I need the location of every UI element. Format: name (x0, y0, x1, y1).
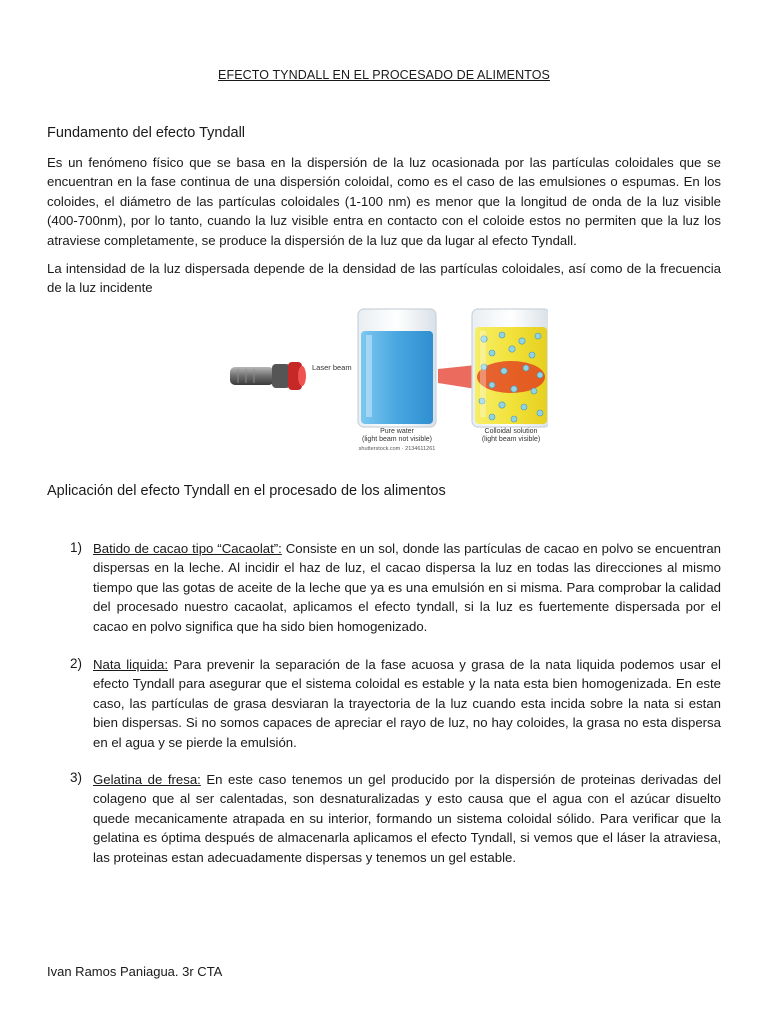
item-label: Batido de cacao tipo “Cacaolat”: (93, 541, 282, 556)
stock-watermark: shutterstock.com · 2134611261 (358, 446, 436, 452)
list-item-cacaolat (93, 539, 721, 636)
water-beaker (358, 309, 436, 427)
section-heading-aplicacion: Aplicación del efecto Tyndall en el procesado de los alimentos (47, 483, 446, 499)
colloid-beaker (472, 309, 548, 427)
list-number: 2) (70, 656, 83, 671)
item-text: Para prevenir la separación de la fase acuosa y grasa de la nata liquida podemos usar el efecto Tyndall para asegurar que el sistema coloidal es estable y la nata esta bien homogenizada. En este caso, las partículas de grasa desviaran la trayectoria de la luz cuando esta incida sobre la nata si estan bien dispersas. Si no somos capaces de apreciar el rayo de luz, no hay coloides, la grasa no esta dispersa en el agua y se pierde la emulsión. (93, 657, 721, 750)
document-title: EFECTO TYNDALL EN EL PROCESADO DE ALIMENTOS (218, 68, 550, 82)
list-item-nata (93, 655, 721, 752)
list-number: 3) (70, 770, 83, 785)
paragraph-fundamento-2: La intensidad de la luz dispersada depende de la densidad de las partículas coloidales, así como de la frecuencia de la luz incidente (47, 261, 721, 296)
colloid-caption-line1: Colloidal solution (484, 428, 538, 435)
item-text: Consiste en un sol, donde las partículas de cacao en polvo se encuentran dispersas en la leche. Al incidir el haz de luz, el cacao dispersa la luz en todas las direcciones al mismo tiempo que las gotas de aceite de la leche que ya es una emulsión en si misma. Para comprobar la calidad del procesado nuestro cacaolat, aplicamos el efecto tyndall, si la luz es fuertemente dispersada por el cacao en polvo significa que ha sido bien homogenizado. (93, 541, 721, 634)
colloid-caption-line2: (light beam visible) (481, 436, 541, 443)
tyndall-diagram-svg (226, 305, 548, 455)
item-label: Gelatina de fresa: (93, 772, 201, 787)
item-text: En este caso tenemos un gel producido por la dispersión de proteinas derivadas del colageno que al ser calentadas, son desnaturalizadas y esto causa que el agua con el azúcar disuelto quede mecanicamente atrapada en su interior, formando un sistema coloidal sólido. Para verificar que la gelatina es óptima después de almacenarla aplicamos el efecto Tyndall, si vemos que el láser la atraviesa, las proteinas estan adecuadamente dispersas y tenemos un gel estable. (93, 772, 721, 865)
author-footer: Ivan Ramos Paniagua. 3r CTA (47, 964, 223, 979)
item-label: Nata liquida: (93, 657, 169, 672)
water-caption-line1: Pure water (380, 428, 414, 435)
list-number: 1) (70, 540, 83, 555)
list-item-gelatina (93, 770, 721, 867)
laser-pointer-icon (230, 362, 306, 390)
water-caption-line2: (light beam not visible) (361, 436, 433, 443)
tyndall-effect-illustration (226, 305, 548, 455)
laser-beam-label: Laser beam (312, 363, 352, 372)
paragraph-fundamento-1: Es un fenómeno físico que se basa en la dispersión de la luz ocasionada por las partículas coloidales que se encuentran en la fase continua de una dispersión coloidal, como es el caso de las emulsiones o espumas. En los coloides, el diámetro de las partículas coloidales (1-100 nm) es menor que la longitud de onda de la luz visible (400-700nm), por lo tanto, cuando la luz visible entra en contacto con el coloide estos no permiten que la luz los atraviese completamente, se produce la dispersión de la luz que da lugar al efecto Tyndall. (47, 155, 721, 248)
section-heading-fundamento: Fundamento del efecto Tyndall (47, 125, 246, 141)
